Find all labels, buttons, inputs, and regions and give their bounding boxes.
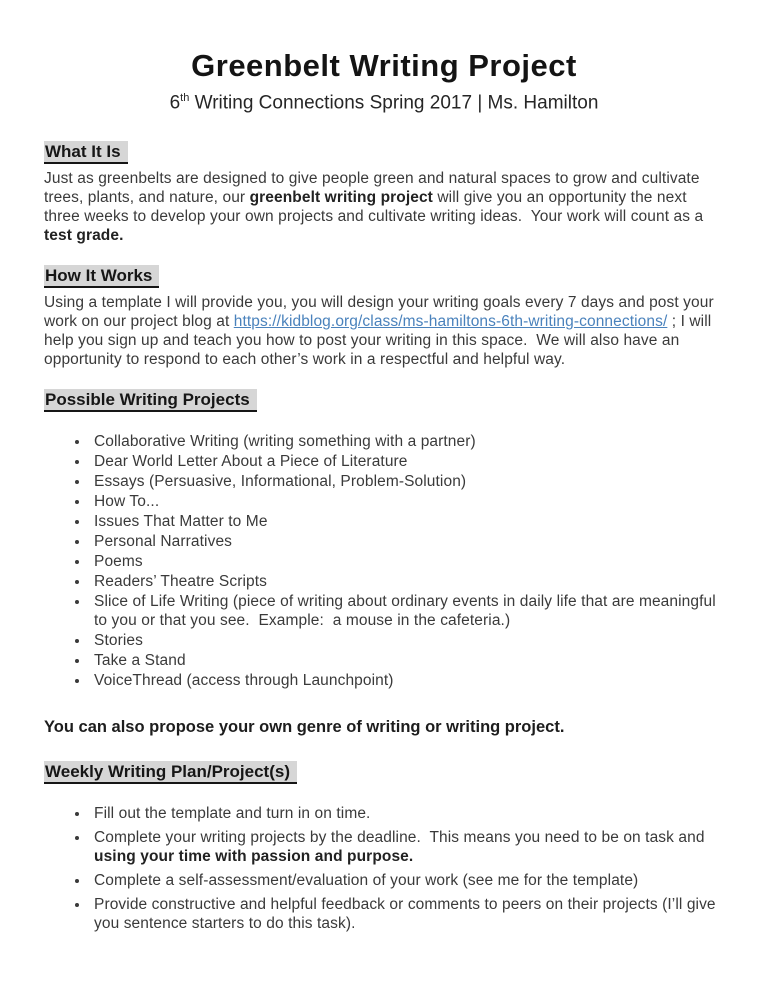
bold-phrase-greenbelt-writing-project: greenbelt writing project bbox=[249, 189, 433, 207]
list-item: • VoiceThread (access through Launchpoint) bbox=[90, 671, 724, 690]
bold-phrase-test-grade: test grade. bbox=[44, 227, 124, 245]
list-item: • Stories bbox=[90, 631, 724, 650]
subtitle-grade-number: 6 bbox=[169, 92, 181, 114]
section-how-it-works bbox=[44, 265, 724, 369]
bullet-list-weekly-plan bbox=[44, 804, 724, 933]
section-possible-writing-projects bbox=[44, 389, 724, 690]
list-item: • Dear World Letter About a Piece of Literature bbox=[90, 452, 724, 471]
bullet-list-possible-projects bbox=[44, 432, 724, 690]
proposal-statement: You can also propose your own genre of writing or writing project. bbox=[44, 718, 565, 737]
section-heading-possible-writing-projects: Possible Writing Projects bbox=[44, 389, 257, 412]
section-heading-how-it-works: How It Works bbox=[44, 265, 159, 288]
list-item: • Personal Narratives bbox=[90, 532, 724, 551]
section-weekly-writing-plan bbox=[44, 761, 724, 933]
paragraph-how-it-works bbox=[44, 293, 724, 369]
list-item: • Essays (Persuasive, Informational, Problem-Solution) bbox=[90, 472, 724, 491]
list-item: • How To... bbox=[90, 492, 724, 511]
list-item: • Readers’ Theatre Scripts bbox=[90, 572, 724, 591]
paragraph-what-it-is bbox=[44, 169, 724, 245]
text-segment: Using a template I will provide you, you will design your writing goals every 7 days and post your work on our project blog at bbox=[44, 294, 719, 331]
text-segment: Complete your writing projects by the deadline. This means you need to be on task and bbox=[94, 829, 709, 847]
section-what-it-is bbox=[44, 141, 724, 245]
list-item: • Collaborative Writing (writing something with a partner) bbox=[90, 432, 724, 451]
list-item bbox=[90, 828, 724, 866]
text-segment: Just as greenbelts are designed to give people green and natural spaces to grow and cultivate trees, plants, and nature, our bbox=[44, 170, 704, 207]
text-segment: will give you an opportunity the next three weeks to develop your own projects and cultivate writing ideas. Your work will count as a bbox=[44, 189, 708, 226]
section-heading-what-it-is: What It Is bbox=[44, 141, 128, 164]
list-item: • Take a Stand bbox=[90, 651, 724, 670]
text-segment: ; I will help you sign up and teach you how to post your writing in this space. We will also have an opportunity to respond to each other’s work in a respectful and helpful way. bbox=[44, 313, 716, 369]
list-item: • Poems bbox=[90, 552, 724, 571]
doc-title: Greenbelt Writing Project bbox=[191, 48, 577, 83]
list-item: • Provide constructive and helpful feedback or comments to peers on their projects (I’ll give you sentence starters to do this task). bbox=[90, 895, 724, 933]
kidblog-hyperlink[interactable]: https://kidblog.org/class/ms-hamiltons-6th-writing-connections/ bbox=[233, 313, 668, 331]
list-item: • Issues That Matter to Me bbox=[90, 512, 724, 531]
list-item: • Slice of Life Writing (piece of writing about ordinary events in daily life that are meaningful to you or that you see. Example: a mouse in the cafeteria.) bbox=[90, 592, 724, 630]
section-heading-weekly-writing-plan: Weekly Writing Plan/Project(s) bbox=[44, 761, 297, 784]
doc-subtitle bbox=[44, 86, 724, 115]
subtitle-text: Writing Connections Spring 2017 | Ms. Hamilton bbox=[189, 92, 599, 114]
bold-phrase-passion-purpose: using your time with passion and purpose. bbox=[94, 848, 414, 866]
subtitle-ordinal-suffix: th bbox=[180, 92, 190, 104]
list-item: • Complete a self-assessment/evaluation of your work (see me for the template) bbox=[90, 871, 724, 890]
list-item: • Fill out the template and turn in on time. bbox=[90, 804, 724, 823]
